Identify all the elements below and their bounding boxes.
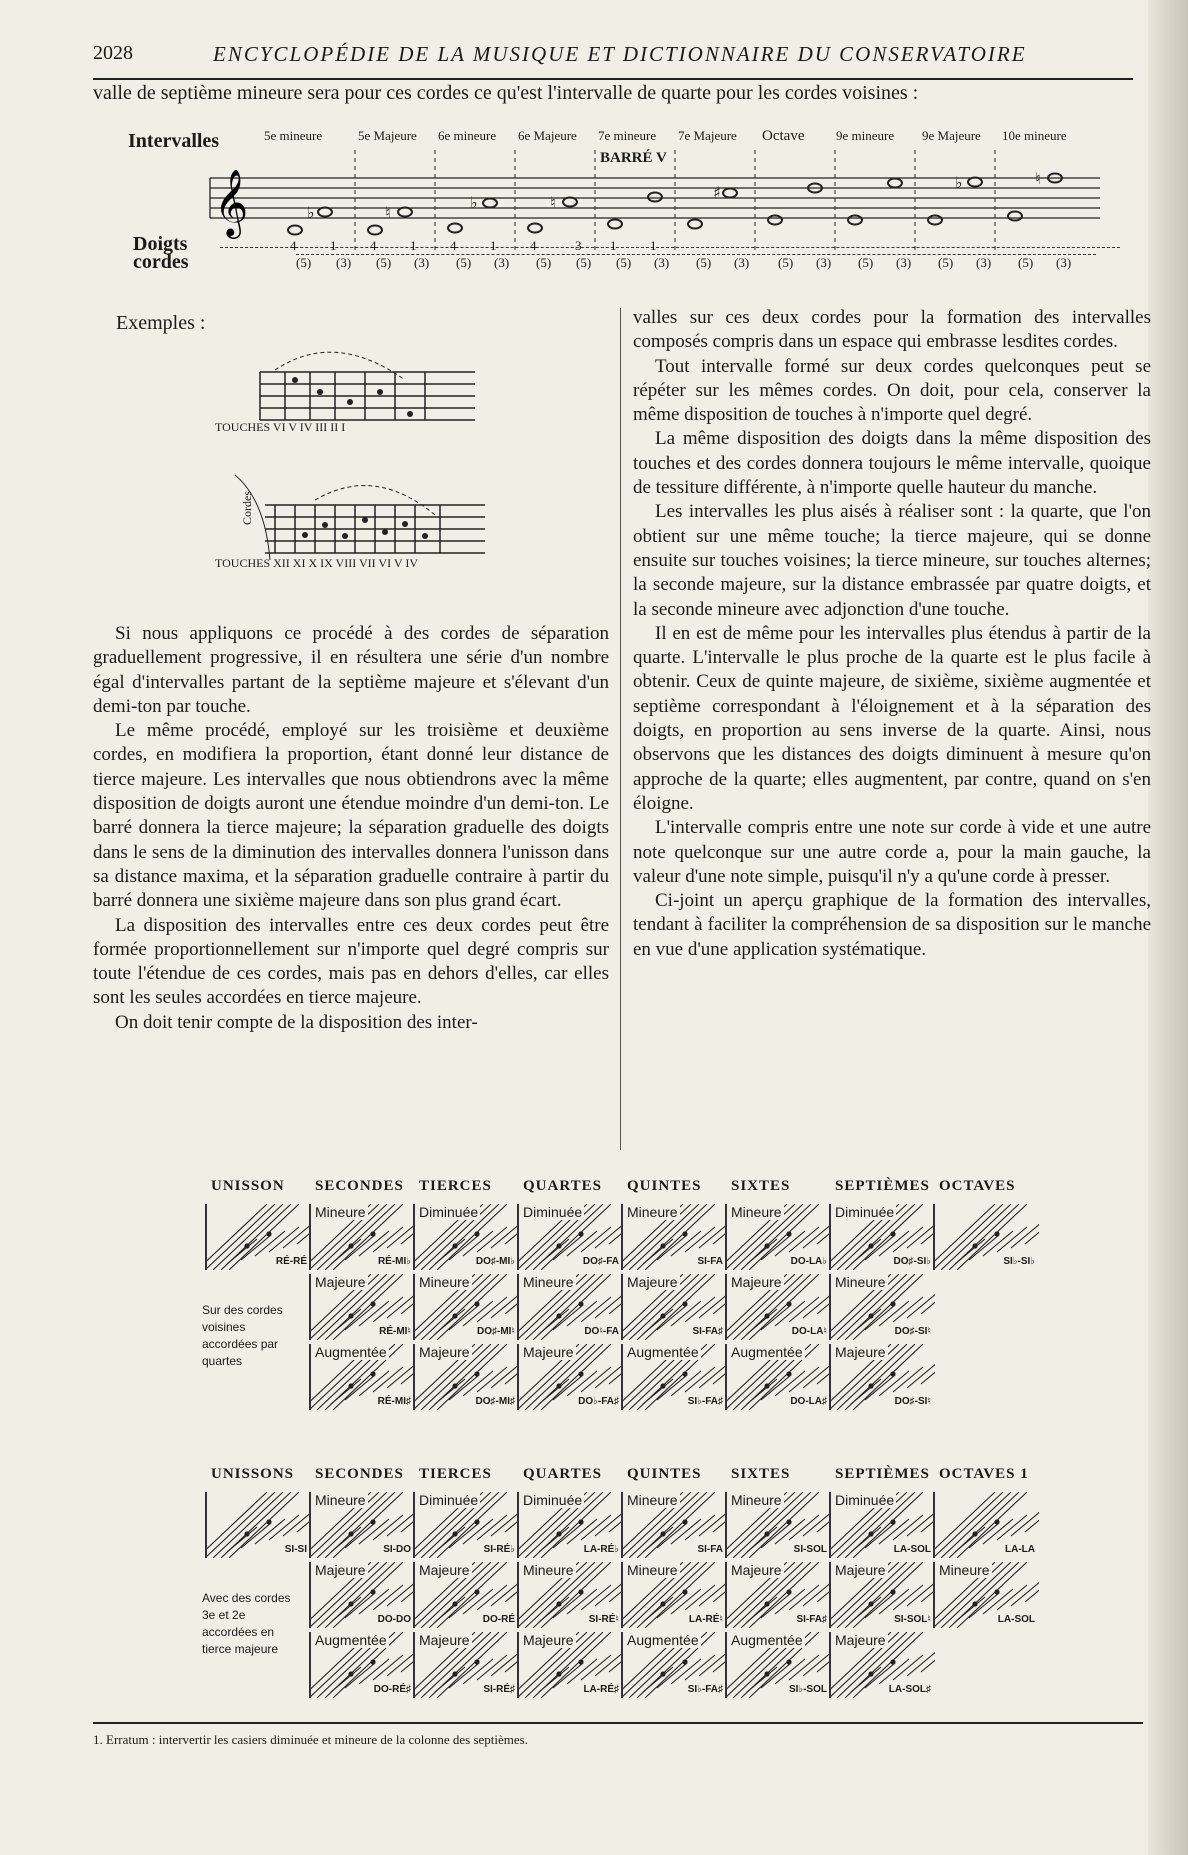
interval-table-major-third <box>202 1466 1041 1716</box>
paragraph: Si nous appliquons ce procédé à des cordes de séparation graduellement progressive, il en résultera une série d'un nombre égal d'intervalles partant de la septième majeure et s'élevant d'un demi-ton par touche. <box>93 623 609 717</box>
note-pair-label: SI-FA♯ <box>692 1326 723 1337</box>
interval-quality-label: Diminuée <box>523 1492 583 1508</box>
note-pair-label: SI♭-FA♯ <box>687 1684 723 1695</box>
intro-line: valle de septième mineure sera pour ces cordes ce qu'est l'intervalle de quarte pour les cordes voisines : <box>93 82 919 104</box>
note-pair-label: RÉ-MI♮ <box>379 1326 411 1337</box>
interval-name: 7e mineure <box>598 128 657 143</box>
interval-quality-label: Majeure <box>835 1632 886 1648</box>
table-column-header: SECONDES <box>315 1466 404 1482</box>
column-divider <box>620 308 621 1150</box>
page-edge-shadow <box>1148 0 1188 1855</box>
interval-quality-label: Majeure <box>835 1562 886 1578</box>
interval-quality-label: Augmentée <box>731 1344 803 1360</box>
examples-label: Exemples : <box>116 312 206 334</box>
string-number: (3) <box>896 255 912 270</box>
interval-cell <box>621 1344 727 1410</box>
string-number: (5) <box>858 255 874 270</box>
note-pair-label: LA-RÉ♭ <box>583 1544 619 1555</box>
note-pair-label: DO♯-SI♮ <box>894 1326 931 1337</box>
finger-number: 1 <box>490 238 497 253</box>
interval-cell <box>829 1632 935 1698</box>
string-number: (5) <box>778 255 794 270</box>
interval-cell <box>309 1274 415 1340</box>
interval-cell <box>309 1562 415 1628</box>
table-column-header: SEPTIÈMES <box>835 1466 930 1482</box>
string-number: (5) <box>696 255 712 270</box>
touches-label-2: TOUCHES XII XI X IX VIII VII VI V IV <box>215 556 418 570</box>
interval-cell <box>205 1204 311 1270</box>
table-column-header: SIXTES <box>731 1466 791 1482</box>
interval-quality-label: Majeure <box>419 1562 470 1578</box>
note-pair-label: SI-RÉ♮ <box>588 1614 619 1625</box>
interval-cell <box>829 1492 935 1558</box>
interval-cell <box>829 1204 935 1270</box>
paragraph: Les intervalles les plus aisés à réaliser sont : la quarte, que l'on obtient sur une même touche; la tierce majeure, qui se donne ensuite sur touches voisines; la tierce mineure, sur touches alternes; la seconde majeure, sur la distance embrassée par quatre doigts, et la seconde mineure avec adjonction d'une touche. <box>633 501 1151 620</box>
string-number: (3) <box>414 255 430 270</box>
svg-text:♯: ♯ <box>713 183 721 202</box>
note-pair-label: SI♭-SI♭ <box>1003 1256 1035 1267</box>
note-pair-label: DO♯-MI♭ <box>475 1256 515 1267</box>
interval-quality-label: Mineure <box>835 1274 886 1290</box>
table-column-header: SECONDES <box>315 1178 404 1194</box>
interval-cell <box>413 1492 519 1558</box>
interval-cell <box>309 1632 415 1698</box>
interval-cell <box>517 1492 623 1558</box>
table-column-header: OCTAVES <box>939 1178 1016 1194</box>
note-pair-label: SI-SOL <box>793 1544 827 1555</box>
svg-text:♭: ♭ <box>307 203 315 222</box>
interval-quality-label: Augmentée <box>627 1344 699 1360</box>
note-pair-label: SI-FA <box>697 1544 723 1555</box>
note-pair-label: DO♮-FA <box>584 1326 619 1337</box>
music-staff <box>200 150 1120 250</box>
interval-cell <box>621 1632 727 1698</box>
interval-quality-label: Mineure <box>939 1562 990 1578</box>
note-pair-label: DO-LA♭ <box>790 1256 827 1267</box>
interval-quality-label: Mineure <box>523 1274 574 1290</box>
interval-cell <box>725 1274 831 1340</box>
interval-cell <box>621 1274 727 1340</box>
interval-quality-label: Mineure <box>315 1204 366 1220</box>
right-column <box>633 306 1151 962</box>
string-number: (5) <box>938 255 954 270</box>
string-number: (3) <box>494 255 510 270</box>
note-pair-label: DO♯-SI♮ <box>894 1396 931 1407</box>
interval-cell <box>517 1632 623 1698</box>
string-number: (5) <box>616 255 632 270</box>
interval-quality-label: Mineure <box>627 1492 678 1508</box>
string-number: (3) <box>654 255 670 270</box>
note-pair-label: SI-FA <box>697 1256 723 1267</box>
interval-quality-label: Mineure <box>419 1274 470 1290</box>
interval-cell <box>413 1204 519 1270</box>
interval-quality-label: Majeure <box>731 1274 782 1290</box>
interval-cell <box>309 1492 415 1558</box>
note-pair-label: RÉ-MI♯ <box>377 1396 411 1407</box>
interval-quality-label: Augmentée <box>627 1632 699 1648</box>
barre-label: BARRÉ V <box>600 150 667 166</box>
note-pair-label: LA-SOL <box>893 1544 931 1555</box>
doigts-cordes-labels <box>133 235 189 271</box>
interval-quality-label: Majeure <box>523 1344 574 1360</box>
running-header <box>93 38 1133 80</box>
string-number: (5) <box>536 255 552 270</box>
interval-cell <box>725 1344 831 1410</box>
string-number: (3) <box>976 255 992 270</box>
note-pair-label: SI-FA♯ <box>796 1614 827 1625</box>
note-pair-label: RÉ-MI♭ <box>377 1256 411 1267</box>
table-column-header: TIERCES <box>419 1466 492 1482</box>
note-pair-label: SI-SOL♮ <box>894 1614 931 1625</box>
table-column-header: TIERCES <box>419 1178 492 1194</box>
string-number: (5) <box>1018 255 1034 270</box>
interval-cell <box>621 1562 727 1628</box>
interval-cell <box>829 1274 935 1340</box>
svg-text:♮: ♮ <box>385 203 391 222</box>
finger-number: 4 <box>450 238 457 253</box>
interval-name: 7e Majeure <box>678 128 737 143</box>
note-pair-label: LA-SOL♯ <box>888 1684 931 1695</box>
interval-cell <box>517 1562 623 1628</box>
string-number: (3) <box>1056 255 1072 270</box>
note-pair-label: DO-RÉ♯ <box>373 1684 411 1695</box>
footnote: 1. Erratum : intervertir les casiers diminuée et mineure de la colonne des septièmes. <box>93 1722 1143 1748</box>
interval-quality-label: Diminuée <box>419 1204 479 1220</box>
interval-cell <box>413 1562 519 1628</box>
table-column-header: QUINTES <box>627 1466 702 1482</box>
interval-cell <box>517 1274 623 1340</box>
note-pair-label: LA-LA <box>1005 1544 1035 1555</box>
interval-quality-label: Diminuée <box>523 1204 583 1220</box>
interval-quality-label: Majeure <box>731 1562 782 1578</box>
left-column <box>93 622 609 1035</box>
interval-cell <box>413 1274 519 1340</box>
interval-quality-label: Majeure <box>419 1344 470 1360</box>
interval-quality-label: Mineure <box>315 1492 366 1508</box>
interval-cell <box>413 1632 519 1698</box>
note-pair-label: SI-DO <box>383 1544 411 1555</box>
table-column-header: QUARTES <box>523 1178 602 1194</box>
finger-number: 1 <box>650 238 657 253</box>
finger-number: 1 <box>610 238 617 253</box>
interval-cell <box>933 1562 1039 1628</box>
interval-name: 6e mineure <box>438 128 497 143</box>
interval-cell <box>933 1492 1039 1558</box>
note-pair-label: SI-SI <box>284 1544 307 1555</box>
table-column-header: SEPTIÈMES <box>835 1178 930 1194</box>
paragraph: valles sur ces deux cordes pour la formation des intervalles composés compris dans un espace qui embrasse lesdites cordes. <box>633 307 1151 353</box>
note-pair-label: SI-RÉ♭ <box>483 1544 515 1555</box>
interval-quality-label: Majeure <box>419 1632 470 1648</box>
finger-number: 1 <box>410 238 417 253</box>
note-pair-label: RÉ-RÉ <box>275 1256 307 1267</box>
interval-quality-label: Majeure <box>315 1562 366 1578</box>
interval-quality-label: Mineure <box>523 1562 574 1578</box>
interval-cell <box>413 1344 519 1410</box>
page-number: 2028 <box>93 42 133 64</box>
finger-number: 4 <box>290 238 297 253</box>
interval-quality-label: Diminuée <box>419 1492 479 1508</box>
table-column-header: QUINTES <box>627 1178 702 1194</box>
string-number: (5) <box>576 255 592 270</box>
note-pair-label: DO-DO <box>377 1614 411 1625</box>
cordes-side-label: Cordes <box>240 491 254 525</box>
interval-cell <box>621 1492 727 1558</box>
note-pair-label: LA-RÉ♯ <box>583 1684 619 1695</box>
interval-quality-label: Mineure <box>627 1204 678 1220</box>
interval-cell <box>621 1204 727 1270</box>
touches-label-1: TOUCHES VI V IV III II I <box>215 420 346 434</box>
svg-text:♭: ♭ <box>955 173 963 192</box>
finger-number: 1 <box>330 238 337 253</box>
finger-number: 3 <box>575 238 582 253</box>
doigts-label: Doigts <box>133 233 188 255</box>
interval-name: 9e Majeure <box>922 128 981 143</box>
note-pair-label: DO-RÉ <box>482 1614 515 1625</box>
interval-quality-label: Augmentée <box>315 1344 387 1360</box>
svg-text:♭: ♭ <box>470 193 478 212</box>
interval-name: 5e Majeure <box>358 128 417 143</box>
string-number: (5) <box>296 255 312 270</box>
finger-number: 4 <box>530 238 537 253</box>
string-number: (3) <box>734 255 750 270</box>
interval-name: 10e mineure <box>1002 128 1067 143</box>
interval-quality-label: Diminuée <box>835 1204 895 1220</box>
note-pair-label: DO♯-SI♭ <box>893 1256 931 1267</box>
interval-quality-label: Mineure <box>627 1562 678 1578</box>
interval-quality-label: Majeure <box>835 1344 886 1360</box>
running-title: ENCYCLOPÉDIE DE LA MUSIQUE ET DICTIONNAIRE DU CONSERVATOIRE <box>213 42 1027 66</box>
table-column-header: UNISSON <box>211 1178 285 1194</box>
table-column-header: UNISSONS <box>211 1466 295 1482</box>
interval-name-row <box>260 128 1090 152</box>
fretboard-example-2 <box>215 470 495 570</box>
note-pair-label: DO-LA♮ <box>791 1326 827 1337</box>
treble-clef-icon: 𝄞 <box>214 168 249 236</box>
note-pair-label: DO♯-MI♯ <box>475 1396 515 1407</box>
finger-number: 4 <box>370 238 377 253</box>
interval-cell <box>933 1204 1039 1270</box>
svg-text:♮: ♮ <box>550 193 556 212</box>
interval-table-fourths <box>202 1178 1041 1428</box>
interval-cell <box>725 1632 831 1698</box>
note-pair-label: DO♯-FA <box>582 1256 619 1267</box>
note-pair-label: SI♭-SOL <box>788 1684 827 1695</box>
note-pair-label: SI-RÉ♯ <box>483 1684 515 1695</box>
interval-name: Octave <box>762 128 805 144</box>
interval-cell <box>829 1562 935 1628</box>
interval-cell <box>829 1344 935 1410</box>
interval-cell <box>517 1344 623 1410</box>
string-number: (3) <box>336 255 352 270</box>
interval-quality-label: Mineure <box>731 1204 782 1220</box>
interval-quality-label: Majeure <box>627 1274 678 1290</box>
interval-quality-label: Augmentée <box>315 1632 387 1648</box>
interval-name: 5e mineure <box>264 128 323 143</box>
paragraph: Ci-joint un aperçu graphique de la formation des intervalles, tendant à faciliter la compréhension de sa disposition sur le manche en vue d'une application systématique. <box>633 890 1151 960</box>
interval-quality-label: Diminuée <box>835 1492 895 1508</box>
interval-cell <box>725 1204 831 1270</box>
note-pair-label: DO♭-FA♯ <box>578 1396 619 1407</box>
interval-quality-label: Majeure <box>523 1632 574 1648</box>
paragraph: L'intervalle compris entre une note sur corde à vide et une autre note quelconque sur une autre corde a, pour la main gauche, la valeur d'une note simple, puisqu'il n'y a qu'une corde à presser. <box>633 817 1151 887</box>
note-pair-label: LA-RÉ♮ <box>688 1614 723 1625</box>
interval-name: 6e Majeure <box>518 128 577 143</box>
cordes-label: cordes <box>133 251 189 273</box>
paragraph: On doit tenir compte de la disposition des inter- <box>115 1011 478 1033</box>
note-pair-label: DO-LA♯ <box>790 1396 827 1407</box>
interval-name: 9e mineure <box>836 128 895 143</box>
interval-cell <box>205 1492 311 1558</box>
paragraph: Tout intervalle formé sur deux cordes quelconques peut se répéter sur les mêmes cordes. On doit, pour cela, conserver la même disposition de touches à n'importe quel degré. <box>633 355 1151 426</box>
note-pair-label: SI♭-FA♯ <box>687 1396 723 1407</box>
interval-quality-label: Augmentée <box>731 1632 803 1648</box>
table-column-header: SIXTES <box>731 1178 791 1194</box>
string-number: (3) <box>816 255 832 270</box>
table-column-header: OCTAVES 1 <box>939 1466 1029 1482</box>
interval-cell <box>309 1204 415 1270</box>
table-side-label: Avec des cordes 3e et 2e accordées en tierce majeure <box>202 1591 291 1656</box>
intervals-label: Intervalles <box>128 130 220 152</box>
string-number: (5) <box>376 255 392 270</box>
interval-cell <box>517 1204 623 1270</box>
table-side-label: Sur des cordes voisines accordées par quartes <box>202 1303 283 1368</box>
table-column-header: QUARTES <box>523 1466 602 1482</box>
paragraph: La disposition des intervalles entre ces deux cordes peut être formée proportionnellement sur n'importe quel degré compris sur toute l'étendue de ces cordes, mais pas en dehors d'elles, car elles sont les seules accordées en tierce majeure. <box>93 914 609 1009</box>
string-number: (5) <box>456 255 472 270</box>
string-row <box>296 254 1096 273</box>
interval-quality-label: Mineure <box>731 1492 782 1508</box>
note-pair-label: DO♯-MI♮ <box>476 1326 515 1337</box>
svg-text:♮: ♮ <box>1035 169 1041 188</box>
paragraph: Le même procédé, employé sur les troisième et deuxième cordes, en modifiera la proportion, étant donné leur distance de tierce majeure. Les intervalles que nous obtiendrons avec la même disposition de doigts auront une étendue moindre d'un demi-ton. Le barré donnera la tierce majeure; la séparation graduelle des doigts dans le sens de la diminution des intervalles donnera l'unisson dans sa distance maxima, et la séparation graduelle contraire à partir du barré donnera une sixième majeure dans son plus grand écart. <box>93 720 609 912</box>
interval-cell <box>725 1562 831 1628</box>
interval-cell <box>725 1492 831 1558</box>
interval-cell <box>309 1344 415 1410</box>
paragraph: Il en est de même pour les intervalles plus étendus à partir de la quarte. L'intervalle le plus proche de la quarte est le plus facile à obtenir. Ceux de quinte majeure, de sixième, sixième augmentée et septième correspondant à l'éloignement et à la séparation des doigts, en proportion au sens inverse de la quarte. Ainsi, nous observons que les distances des doigts diminuent à mesure qu'on approche de la quarte; elles augmentent, par contre, quand on s'en éloigne. <box>633 622 1151 814</box>
interval-quality-label: Majeure <box>315 1274 366 1290</box>
paragraph: La même disposition des doigts dans la même disposition des touches et des cordes donnera toujours le même intervalle, quoique de tessiture différente, à n'importe quelle hauteur du manche. <box>633 428 1151 499</box>
note-pair-label: LA-SOL <box>997 1614 1035 1625</box>
